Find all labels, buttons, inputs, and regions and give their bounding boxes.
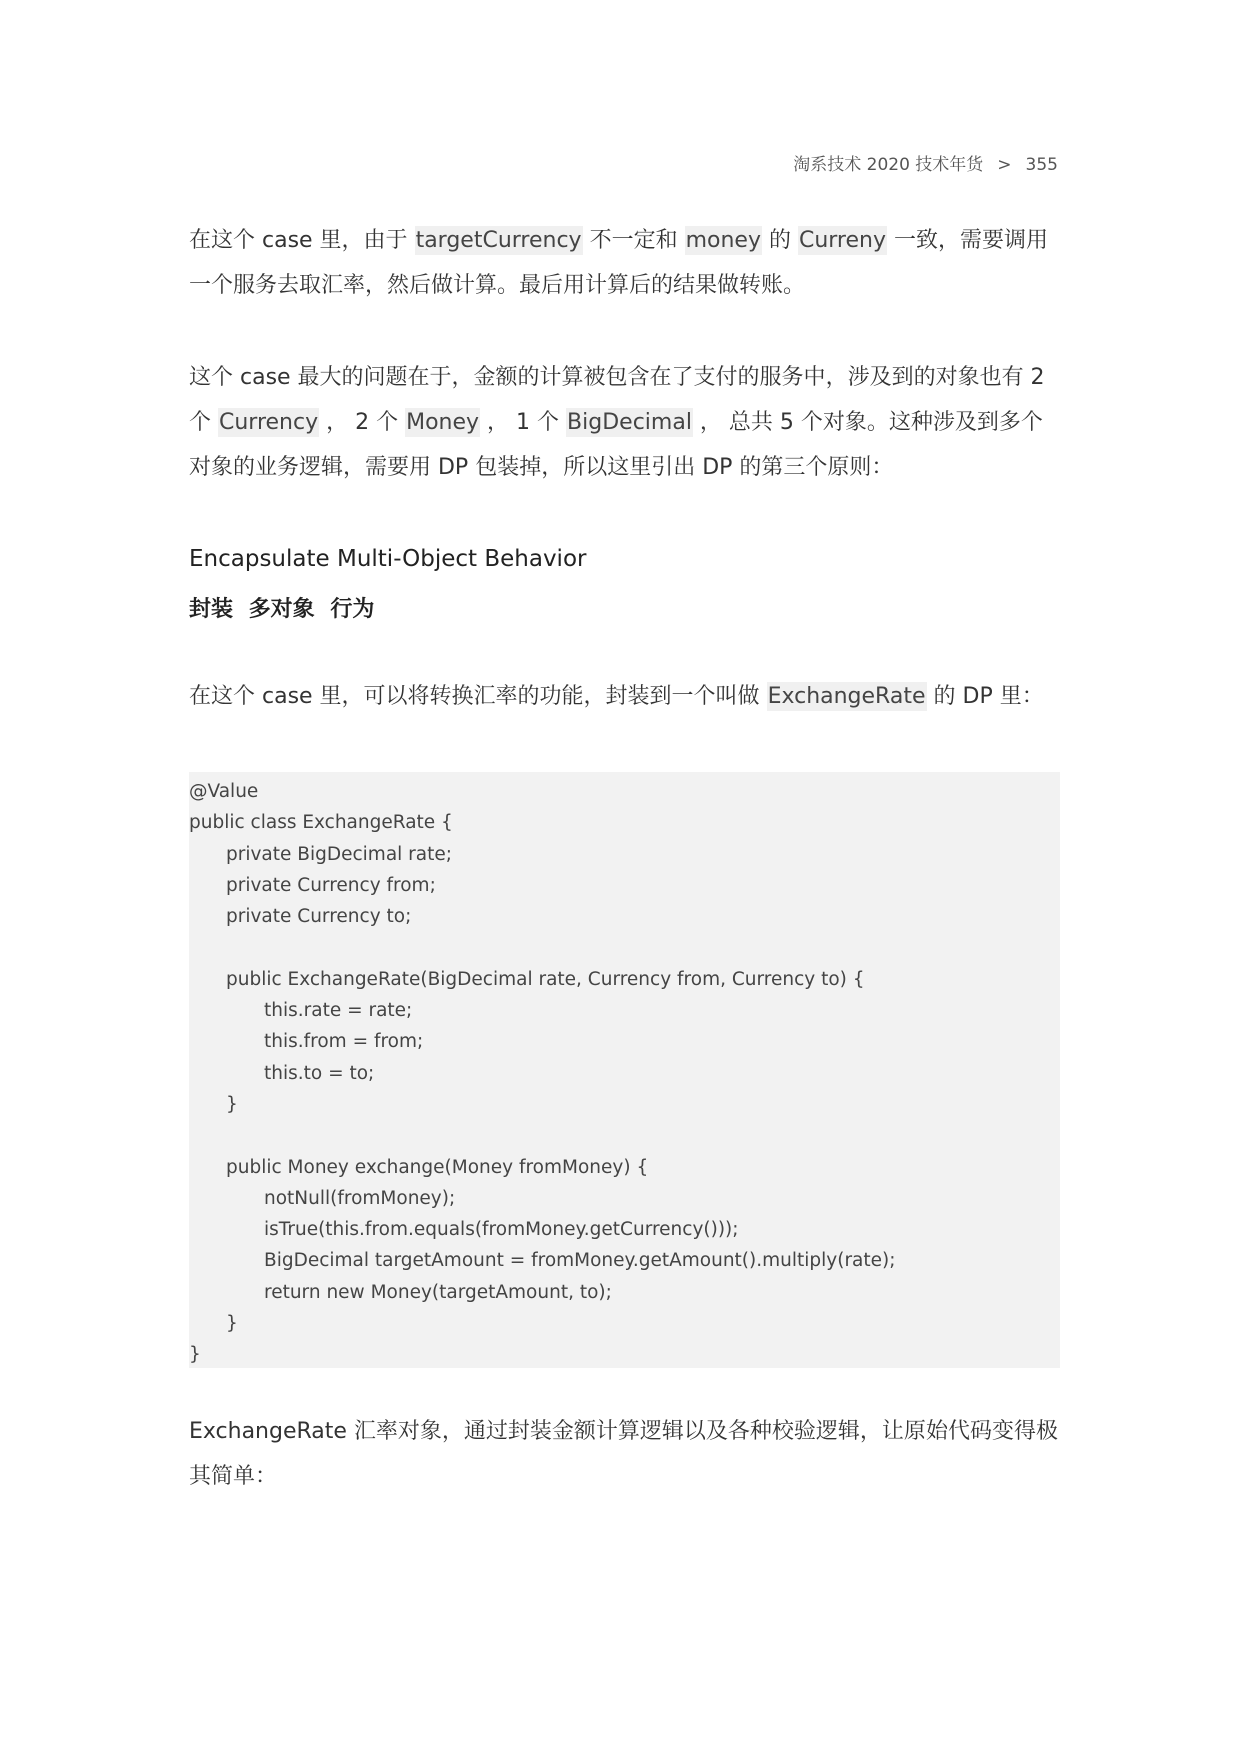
code-line: private Currency to; (226, 906, 412, 928)
inline-code-currency: Currency (219, 410, 319, 435)
code-line-blank (189, 932, 1060, 963)
code-line: isTrue(this.from.equals(fromMoney.getCurrency())); (264, 1219, 739, 1241)
principle-heading-en: Encapsulate Multi-Object Behavior (189, 546, 587, 572)
code-line: public class ExchangeRate { (189, 812, 453, 834)
para1-text-3: 的 (761, 228, 798, 253)
code-line: private BigDecimal rate; (226, 843, 452, 865)
code-block (189, 772, 1060, 1368)
paragraph-2 (189, 355, 1060, 490)
principle-heading-cn: 封装 多对象 行为 (189, 597, 375, 622)
para2-text-3: ， 1 个 (480, 410, 567, 435)
para1-text-4: 一致，需要调用一个服务去取汇率，然后做计算。最后用计算后的结果做转账。 (189, 228, 1048, 298)
paragraph-4 (189, 1409, 1060, 1499)
code-line: } (226, 1093, 238, 1115)
code-line: this.from = from; (264, 1031, 424, 1053)
para2-text-2: ， 2 个 (319, 410, 406, 435)
page-header (793, 150, 1058, 175)
code-line: public ExchangeRate(BigDecimal rate, Currency from, Currency to) { (226, 968, 865, 990)
code-line: private Currency from; (226, 874, 436, 896)
inline-code-curreny: Curreny (798, 228, 886, 253)
para2-text-4: ， 总共 5 个对象。这种涉及到多个对象的业务逻辑，需要用 DP 包装掉，所以这里引出 DP 的第三个原则： (189, 410, 1043, 480)
code-line-blank (189, 1120, 1060, 1151)
para3-text-2: 的 DP 里： (926, 684, 1044, 709)
para1-text-2: 不一定和 (582, 228, 685, 253)
code-line: } (226, 1313, 238, 1335)
para2-text-1: 这个 case 最大的问题在于，金额的计算被包含在了支付的服务中，涉及到的对象也有 2 个 (189, 365, 1045, 435)
code-line: this.to = to; (264, 1062, 375, 1084)
para4-text-1: ExchangeRate 汇率对象，通过封装金额计算逻辑以及各种校验逻辑，让原始代码变得极其简单： (189, 1419, 1058, 1489)
paragraph-3 (189, 674, 1060, 719)
para3-text-1: 在这个 case 里，可以将转换汇率的功能，封装到一个叫做 (189, 684, 767, 709)
code-line: notNull(fromMoney); (264, 1187, 456, 1209)
inline-code-exchangerate: ExchangeRate (767, 684, 926, 709)
inline-code-money: money (685, 228, 761, 253)
para1-text-1: 在这个 case 里，由于 (189, 228, 415, 253)
paragraph-1 (189, 218, 1060, 308)
inline-code-bigdecimal: BigDecimal (567, 410, 692, 435)
code-line: public Money exchange(Money fromMoney) { (226, 1156, 649, 1178)
header-separator: > (997, 155, 1012, 175)
code-line: return new Money(targetAmount, to); (264, 1281, 612, 1303)
code-line: @Value (189, 781, 259, 802)
inline-code-targetcurrency: targetCurrency (415, 228, 582, 253)
code-line: this.rate = rate; (264, 1000, 413, 1022)
code-line: BigDecimal targetAmount = fromMoney.getAmount().multiply(rate); (264, 1250, 896, 1272)
page-number: 355 (1025, 155, 1058, 175)
header-title: 淘系技术 2020 技术年货 (793, 155, 984, 175)
inline-code-money-2: Money (406, 410, 480, 435)
code-line: } (189, 1344, 201, 1366)
